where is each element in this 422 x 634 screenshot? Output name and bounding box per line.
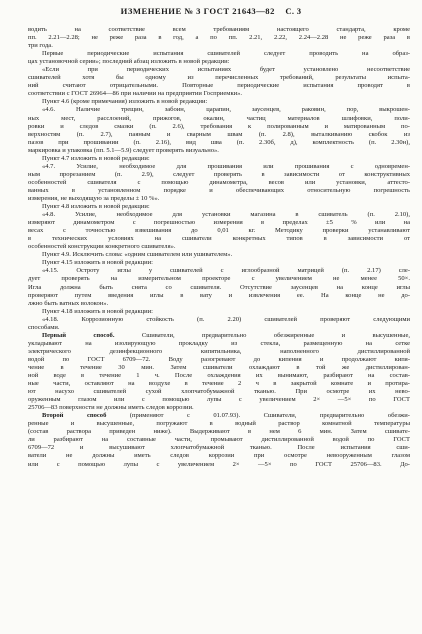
text-line: укладывают на изолирующую прокладку из стекла, размещенную на сетке	[28, 339, 410, 347]
text-line: лжно быть ватных волокон».	[28, 299, 109, 307]
text-line: особенностей конструкции конкретного сшивателя».	[28, 243, 176, 251]
text-line: 25706—83 поверхности не должны иметь следов коррозии.	[28, 404, 194, 412]
text-line: ной воде в течение 1 ч. После охлаждения их вынимают, разбирают на состав-	[28, 372, 410, 380]
text-line: 6709—72 и высушивают хлопчатобумажной тканью. После испытания сши-	[28, 444, 410, 452]
text-line: или с помощью лупы с увеличением 2× —5× по ГОСТ 25706—83. До-	[28, 460, 410, 468]
text-line: ли разбирают на составные части, промывают дистиллированной водой по ГОСТ	[28, 436, 410, 444]
text-line: Первый способ. Сшиватели, предварительно обезжиренные и высушенные,	[42, 331, 410, 339]
text-line: Пункт 4.9. Исключить слова: «одним сшивателем или ушивателем».	[42, 251, 233, 259]
text-line: ванных в установленном порядке и обеспечивающих относительную погрешность	[28, 186, 410, 194]
text-line: измеряют динамометром с погрешностью измерения в пределах ±5 % или на	[28, 219, 410, 227]
text-line: чение в течение 30 мин. Затем сшиватели охлаждают в той же дистиллирован-	[28, 363, 410, 371]
text-line: водой по ГОСТ 6709—72. Воду разогревают до кипения и продолжают кипя-	[28, 355, 410, 363]
text-line: «4.7. Усилие, необходимое для прошивания или прошивания с одновремен-	[42, 162, 410, 170]
text-line: соответствии с ГОСТ 26964—86 при наличии на предприятии Госприемки».	[28, 90, 243, 98]
text-line: маркировка и упаковка (пп. 5.1—5.9) следует проверять визуально».	[28, 146, 219, 154]
text-line: Пункт 4.15 изложить в новой редакции:	[42, 259, 153, 267]
text-line: «Если при периодических испытаниях будет установлено несоответствие	[42, 66, 410, 74]
text-line: особенностей сшивателя с помощью динамометра, весов или установки, аттесто-	[28, 178, 410, 186]
text-line: Пункт 4.8 изложить в новой редакции:	[42, 203, 150, 211]
text-line: «4.8. Усилие, необходимое для установки магазина в сшиватель (п. 2.10),	[42, 211, 410, 219]
text-line: электрического дезинфекционного кипятильника, наполненного дистиллированной	[28, 347, 410, 355]
text-line: оруженным глазом или с помощью лупы с увеличением 2× —5× по ГОСТ	[28, 396, 410, 404]
text-line: Пункт 4.18 изложить в новой редакции:	[42, 307, 153, 315]
text-line: «4.15. Остроту иглы у сшивателей с иглообразной матрицей (п. 2.17) сле-	[42, 267, 410, 275]
text-line: ные части, оставляют на воздухе в течение 2 ч в закрытой комнате и протира-	[28, 380, 410, 388]
text-line: дует проверять на измерительном проекторе с увеличением не менее 50×.	[28, 275, 410, 283]
page-header	[0, 6, 422, 20]
text-line: ренные и высушенные, погружают в водный раствор комнатной температуры	[28, 420, 410, 428]
text-line: весах с точностью взвешивания до 0,01 кг. Методику проверки устанавливают	[28, 227, 410, 235]
text-line: ным прорезанием (п. 2.9), следует проверять в зависимости от конструктивных	[28, 170, 410, 178]
text-line: ровки и следов смазки (п. 2.6), требования к полированным и матированным по-	[28, 122, 410, 130]
text-line: проверяют путем введения иглы в вату и извлечения ее. На конце не до-	[28, 291, 410, 299]
text-line: пазов при прошивании (п. 2.16), вид шва (п. 2.30б, д), комплектность (п. 2.30н),	[28, 138, 410, 146]
text-line: Первые периодические испытания сшивателей следует проводить на образ-	[42, 50, 410, 58]
text-line: «4.18. Коррозионную стойкость (п. 2.20) сшивателей проверяют следующими	[42, 315, 410, 323]
text-line: «4.6. Наличие трещин, забоин, царапин, заусенцев, раковин, пор, выкрошен-	[42, 106, 410, 114]
page-number: С. 3	[285, 6, 302, 16]
text-line: ватели не должны иметь следов коррозии при осмотре невооруженным глазом	[28, 452, 410, 460]
text-line: верхностям (п. 2.7), паяным и сварным швам (п. 2.8), выталкиванию скобок из	[28, 130, 410, 138]
text-line: сшивателей хотя бы одному из перечисленных требований, результаты испыта-	[28, 74, 410, 82]
text-line: ний считают отрицательными. Повторные периодические испытания проводят в	[28, 82, 410, 90]
text-line: (состав раствора приведен ниже). Выдерживают в нем 6 мин. Затем сшивате-	[28, 428, 410, 436]
text-line: водить на соответствие всем требованиям настоящего стандарта, кроме	[28, 26, 410, 33]
text-line: измерения, не выходящую за пределы ± 10 %».	[28, 194, 160, 202]
text-line: Пункт 4.7 изложить в новой редакции:	[42, 154, 150, 162]
text-line: три года.	[28, 42, 53, 50]
document-title: ИЗМЕНЕНИЕ № 3 ГОСТ 21643—82	[120, 6, 275, 16]
text-line: Пункт 4.6 (кроме примечания) изложить в новой редакции:	[42, 98, 208, 106]
document-body	[28, 26, 410, 630]
text-line: Игла должна быть снята со сшивателя. Отсутствие заусенцев на конце иглы	[28, 283, 410, 291]
text-line: пп. 2.21—2.28; не реже раза в год, а по пп. 2.21, 2.22, 2.24—2.28 не реже раза в	[28, 34, 410, 42]
text-line: ют насухо сшивателей сухой хлопчатобумажной тканью. При осмотре их нево-	[28, 388, 410, 396]
text-line: способами.	[28, 323, 60, 331]
text-line: цах установочной серии»; последний абзац изложить в новой редакции:	[28, 58, 230, 66]
text-line: ных мест, расслоений, прижогов, окалин, частиц материалов шлифовки, поли-	[28, 114, 410, 122]
text-line: Второй способ (применяют с 01.07.93). Сшиватели, предварительно обезжи-	[42, 412, 410, 420]
text-line: в технических условиях на сшиватели конкретных типов в зависимости от	[28, 235, 410, 243]
